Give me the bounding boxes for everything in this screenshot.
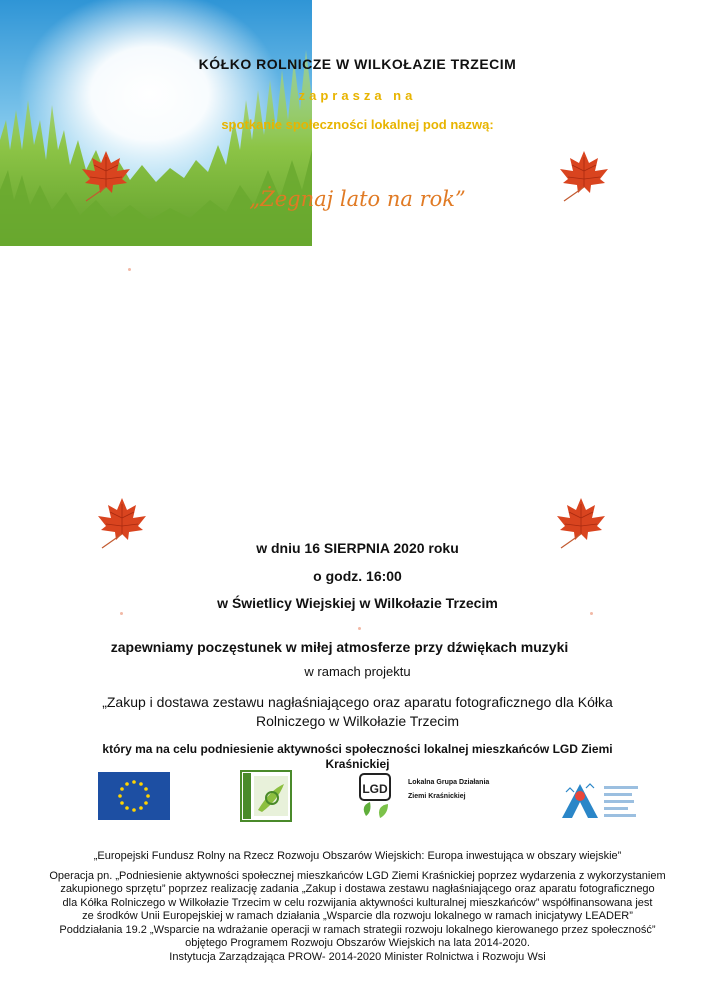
footer-text [0,850,715,964]
footer-line-1: Operacja pn. „Podniesienie aktywności społecznej mieszkańców LGD Ziemi Kraśnickiej poprzez wydarzenia z wykorzystaniem [49,869,666,882]
svg-text:LGD: LGD [362,782,388,796]
maple-leaf-icon [556,147,612,203]
organizer-title: KÓŁKO ROLNICZE W WILKOŁAZIE TRZECIM [198,56,517,72]
project-goal: który ma na celu podniesienie aktywności społeczności lokalnej mieszkańców LGD Ziemi Kraśnickiej [102,742,613,771]
event-time: o godz. 16:00 [313,568,402,584]
meeting-intro: spotkanie społeczności lokalnej pod nazwą: [221,117,494,132]
footer-line-4: ze środków Unii Europejskiej w ramach działania „Wsparcie dla rozwoju lokalnego w ramach inicjatywy LEADER” [82,910,633,922]
lgd-logo-text [408,776,489,804]
project-intro: w ramach projektu [304,664,411,679]
prow-logo-icon [558,774,644,822]
lgd-text-line2: Ziemi Kraśnickiej [408,793,466,800]
event-place: w Świetlicy Wiejskiej w Wilkołazie Trzecim [217,595,498,611]
footer-line-3: dla Kółka Rolniczego w Wilkołazie Trzecim w celu rozwijania aktywności kulturalnej mieszkańców” współfinansowana jest [62,896,653,909]
lgd-text-line1: Lokalna Grupa Działania [408,779,490,786]
eu-flag-icon [98,772,170,820]
leader-logo-icon [240,770,292,822]
lgd-logo-icon [356,770,402,822]
event-date: w dniu 16 SIERPNIA 2020 roku [256,540,459,556]
event-title: „Żegnaj lato na rok” [249,187,466,211]
footer-line-7: Instytucja Zarządzająca PROW- 2014-2020 Minister Rolnictwa i Rozwoju Wsi [169,950,546,963]
invites-text: zaprasza na [298,88,417,103]
footer-fund: „Europejski Fundusz Rolny na Rzecz Rozwoju Obszarów Wiejskich: Europa inwestująca w obszary wiejskie” [93,850,622,862]
event-offer: zapewniamy poczęstunek w miłej atmosferze przy dźwiękach muzyki [110,639,569,655]
project-name: „Zakup i dostawa zestawu nagłaśniającego oraz aparatu fotograficznego dla Kółka Rolniczego w Wilkołazie Trzecim [102,694,613,729]
footer-line-2: zakupionego sprzętu” poprzez realizację zadania „Zakup i dostawa zestawu nagłaśniającego oraz aparatu fotograficznego [60,883,655,895]
maple-leaf-icon [78,147,134,203]
footer-line-5: Poddziałania 19.2 „Wsparcie na wdrażanie operacji w ramach strategii rozwoju lokalnego kierowanego przez społeczność” [59,923,656,936]
footer-line-6: objętego Programem Rozwoju Obszarów Wiejskich na lata 2014-2020. [185,937,530,949]
